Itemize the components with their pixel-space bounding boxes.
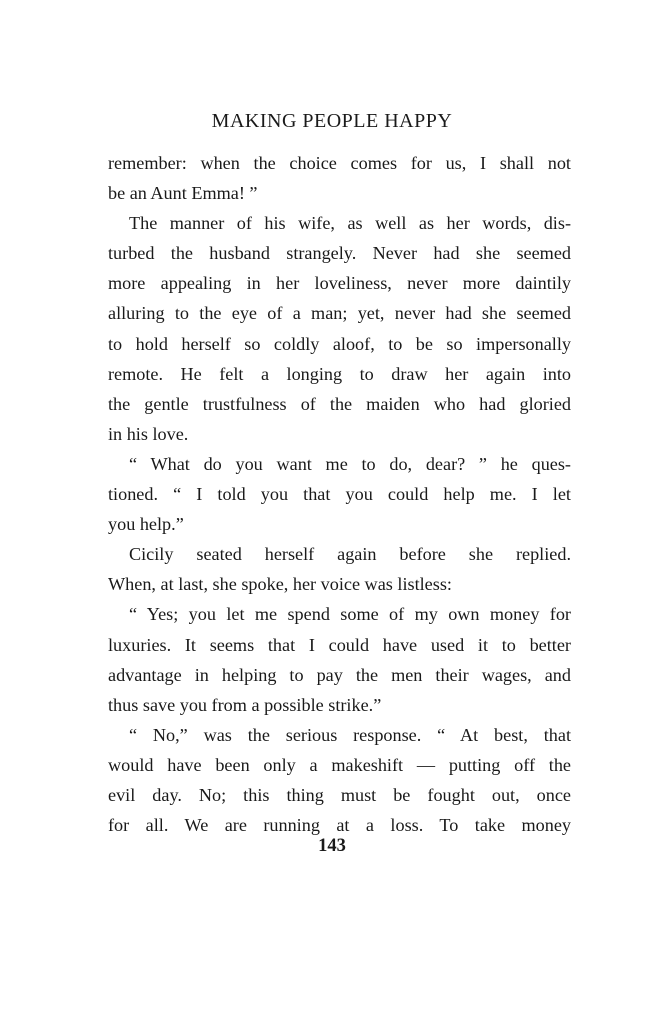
text-line: would have been only a makeshift — putting off the bbox=[108, 754, 571, 775]
text-line: remote. He felt a longing to draw her again into bbox=[108, 363, 571, 384]
text-line: you help.” bbox=[108, 514, 184, 535]
text-line: “ No,” was the serious response. “ At best, that bbox=[129, 724, 571, 745]
page-number: 143 bbox=[318, 836, 346, 856]
text-line: tioned. “ I told you that you could help me. I let bbox=[108, 484, 571, 505]
text-line: When, at last, she spoke, her voice was listless: bbox=[108, 574, 452, 595]
running-head: MAKING PEOPLE HAPPY bbox=[211, 110, 453, 132]
text-line: “ Yes; you let me spend some of my own money for bbox=[129, 604, 571, 625]
text-line: evil day. No; this thing must be fought out, once bbox=[108, 784, 571, 805]
text-line: thus save you from a possible strike.” bbox=[108, 694, 382, 715]
text-line: Cicily seated herself again before she replied. bbox=[129, 544, 571, 565]
text-line: in his love. bbox=[108, 423, 189, 444]
text-line: “ What do you want me to do, dear? ” he ques- bbox=[129, 453, 571, 474]
text-line: to hold herself so coldly aloof, to be so impersonally bbox=[108, 333, 571, 354]
text-line: remember: when the choice comes for us, I shall not bbox=[108, 153, 571, 173]
text-line: turbed the husband strangely. Never had she seemed bbox=[108, 243, 571, 264]
text-line: more appealing in her loveliness, never more daintily bbox=[108, 273, 571, 294]
body-text bbox=[108, 148, 571, 840]
text-line: be an Aunt Emma! ” bbox=[108, 183, 258, 204]
text-line: for all. We are running at a loss. To take money bbox=[108, 815, 571, 836]
text-line: advantage in helping to pay the men their wages, and bbox=[108, 664, 571, 685]
text-line: alluring to the eye of a man; yet, never had she seemed bbox=[108, 303, 571, 324]
text-line: the gentle trustfulness of the maiden who had gloried bbox=[108, 393, 571, 414]
text-line: luxuries. It seems that I could have used it to better bbox=[108, 634, 571, 655]
text-line: The manner of his wife, as well as her words, dis- bbox=[129, 213, 571, 234]
